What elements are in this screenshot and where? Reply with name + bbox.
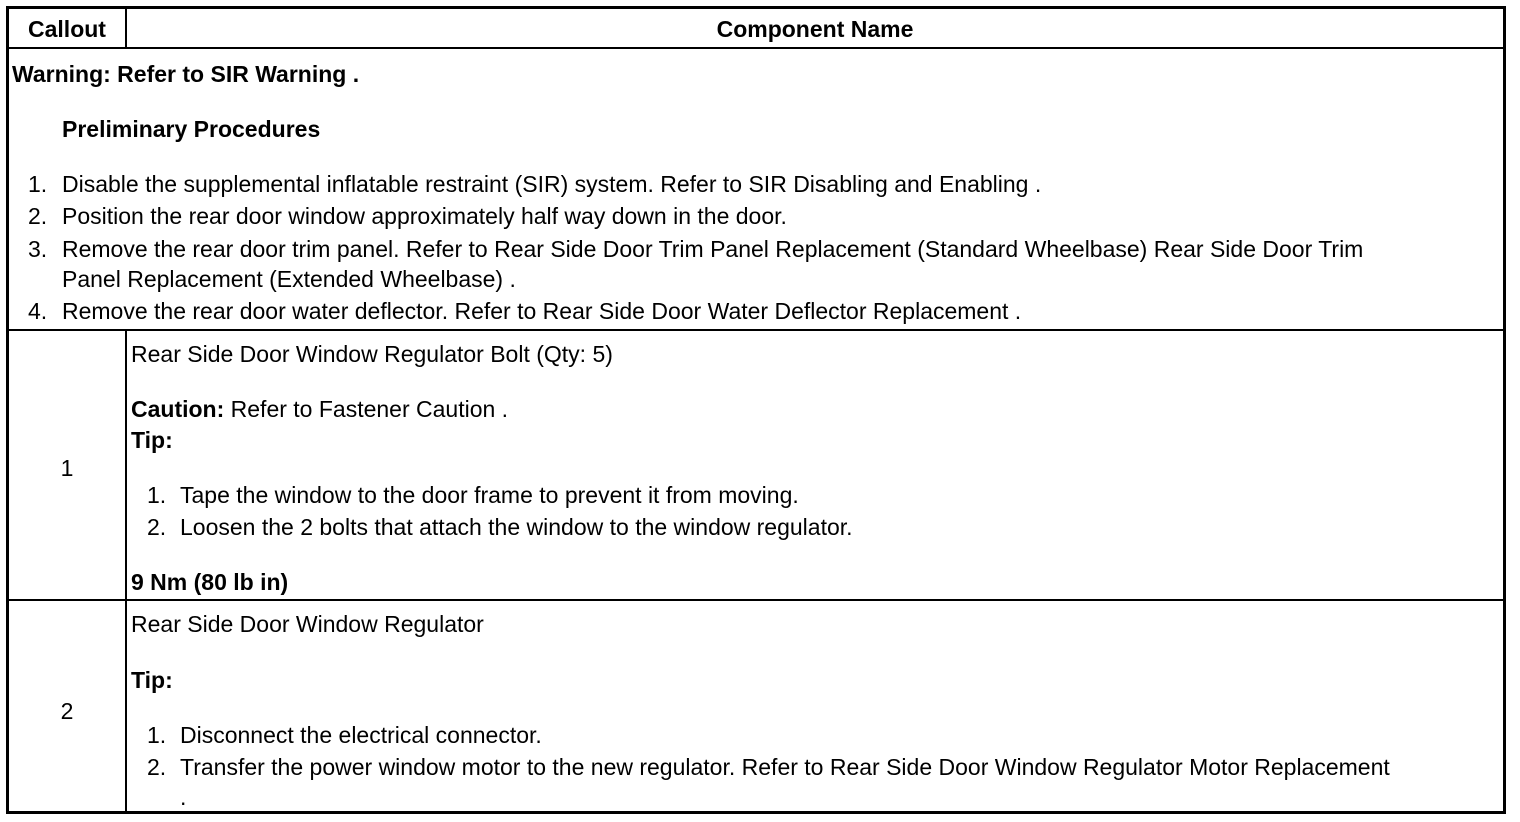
tip-step-text: Tape the window to the door frame to prevent it from moving.	[180, 482, 799, 508]
header-divider	[9, 47, 1503, 49]
preliminary-procedures-heading: Preliminary Procedures	[62, 116, 321, 142]
tip-step-text: .	[180, 784, 187, 810]
caution-note	[131, 396, 508, 422]
component-name: Rear Side Door Window Regulator Bolt (Qty: 5)	[131, 341, 613, 367]
callout-number: 2	[60, 698, 74, 724]
intro-step-text: Position the rear door window approximately half way down in the door.	[62, 203, 787, 229]
tip-label: Tip:	[131, 667, 173, 693]
callout-number: 1	[60, 455, 74, 481]
tip-step-text: Transfer the power window motor to the new regulator. Refer to Rear Side Door Window Regulator Motor Replacement	[180, 754, 1390, 780]
intro-step-text: Remove the rear door water deflector. Refer to Rear Side Door Water Deflector Replacement .	[62, 298, 1022, 324]
tip-label: Tip:	[131, 427, 173, 453]
header-component-name: Component Name	[716, 16, 914, 42]
intro-step-text: Disable the supplemental inflatable restraint (SIR) system. Refer to SIR Disabling and Enabling .	[62, 171, 1042, 197]
tip-step-text: Disconnect the electrical connector.	[180, 722, 542, 748]
component-name: Rear Side Door Window Regulator	[131, 611, 484, 637]
tip-step-text: Loosen the 2 bolts that attach the window to the window regulator.	[180, 514, 853, 540]
intro-step-text: Remove the rear door trim panel. Refer to Rear Side Door Trim Panel Replacement (Standard Wheelbase) Rear Side Door Trim	[62, 236, 1364, 262]
tip-step-number: 1.	[147, 722, 167, 748]
caution-text: Refer to Fastener Caution .	[224, 396, 509, 422]
torque-spec: 9 Nm (80 lb in)	[131, 569, 289, 595]
tip-step-number: 2.	[147, 754, 167, 780]
header-callout: Callout	[28, 16, 106, 42]
sir-warning: Warning: Refer to SIR Warning .	[12, 61, 360, 87]
component-table	[6, 6, 1506, 814]
caution-label: Caution:	[131, 396, 225, 422]
intro-step-number: 2.	[28, 203, 48, 229]
row-divider	[9, 599, 1503, 601]
intro-step-number: 4.	[28, 298, 48, 324]
row-column-divider	[125, 329, 127, 811]
intro-step-text: Panel Replacement (Extended Wheelbase) .	[62, 266, 516, 292]
tip-step-number: 1.	[147, 482, 167, 508]
intro-step-number: 1.	[28, 171, 48, 197]
tip-step-number: 2.	[147, 514, 167, 540]
intro-divider	[9, 329, 1503, 331]
intro-step-number: 3.	[28, 236, 48, 262]
